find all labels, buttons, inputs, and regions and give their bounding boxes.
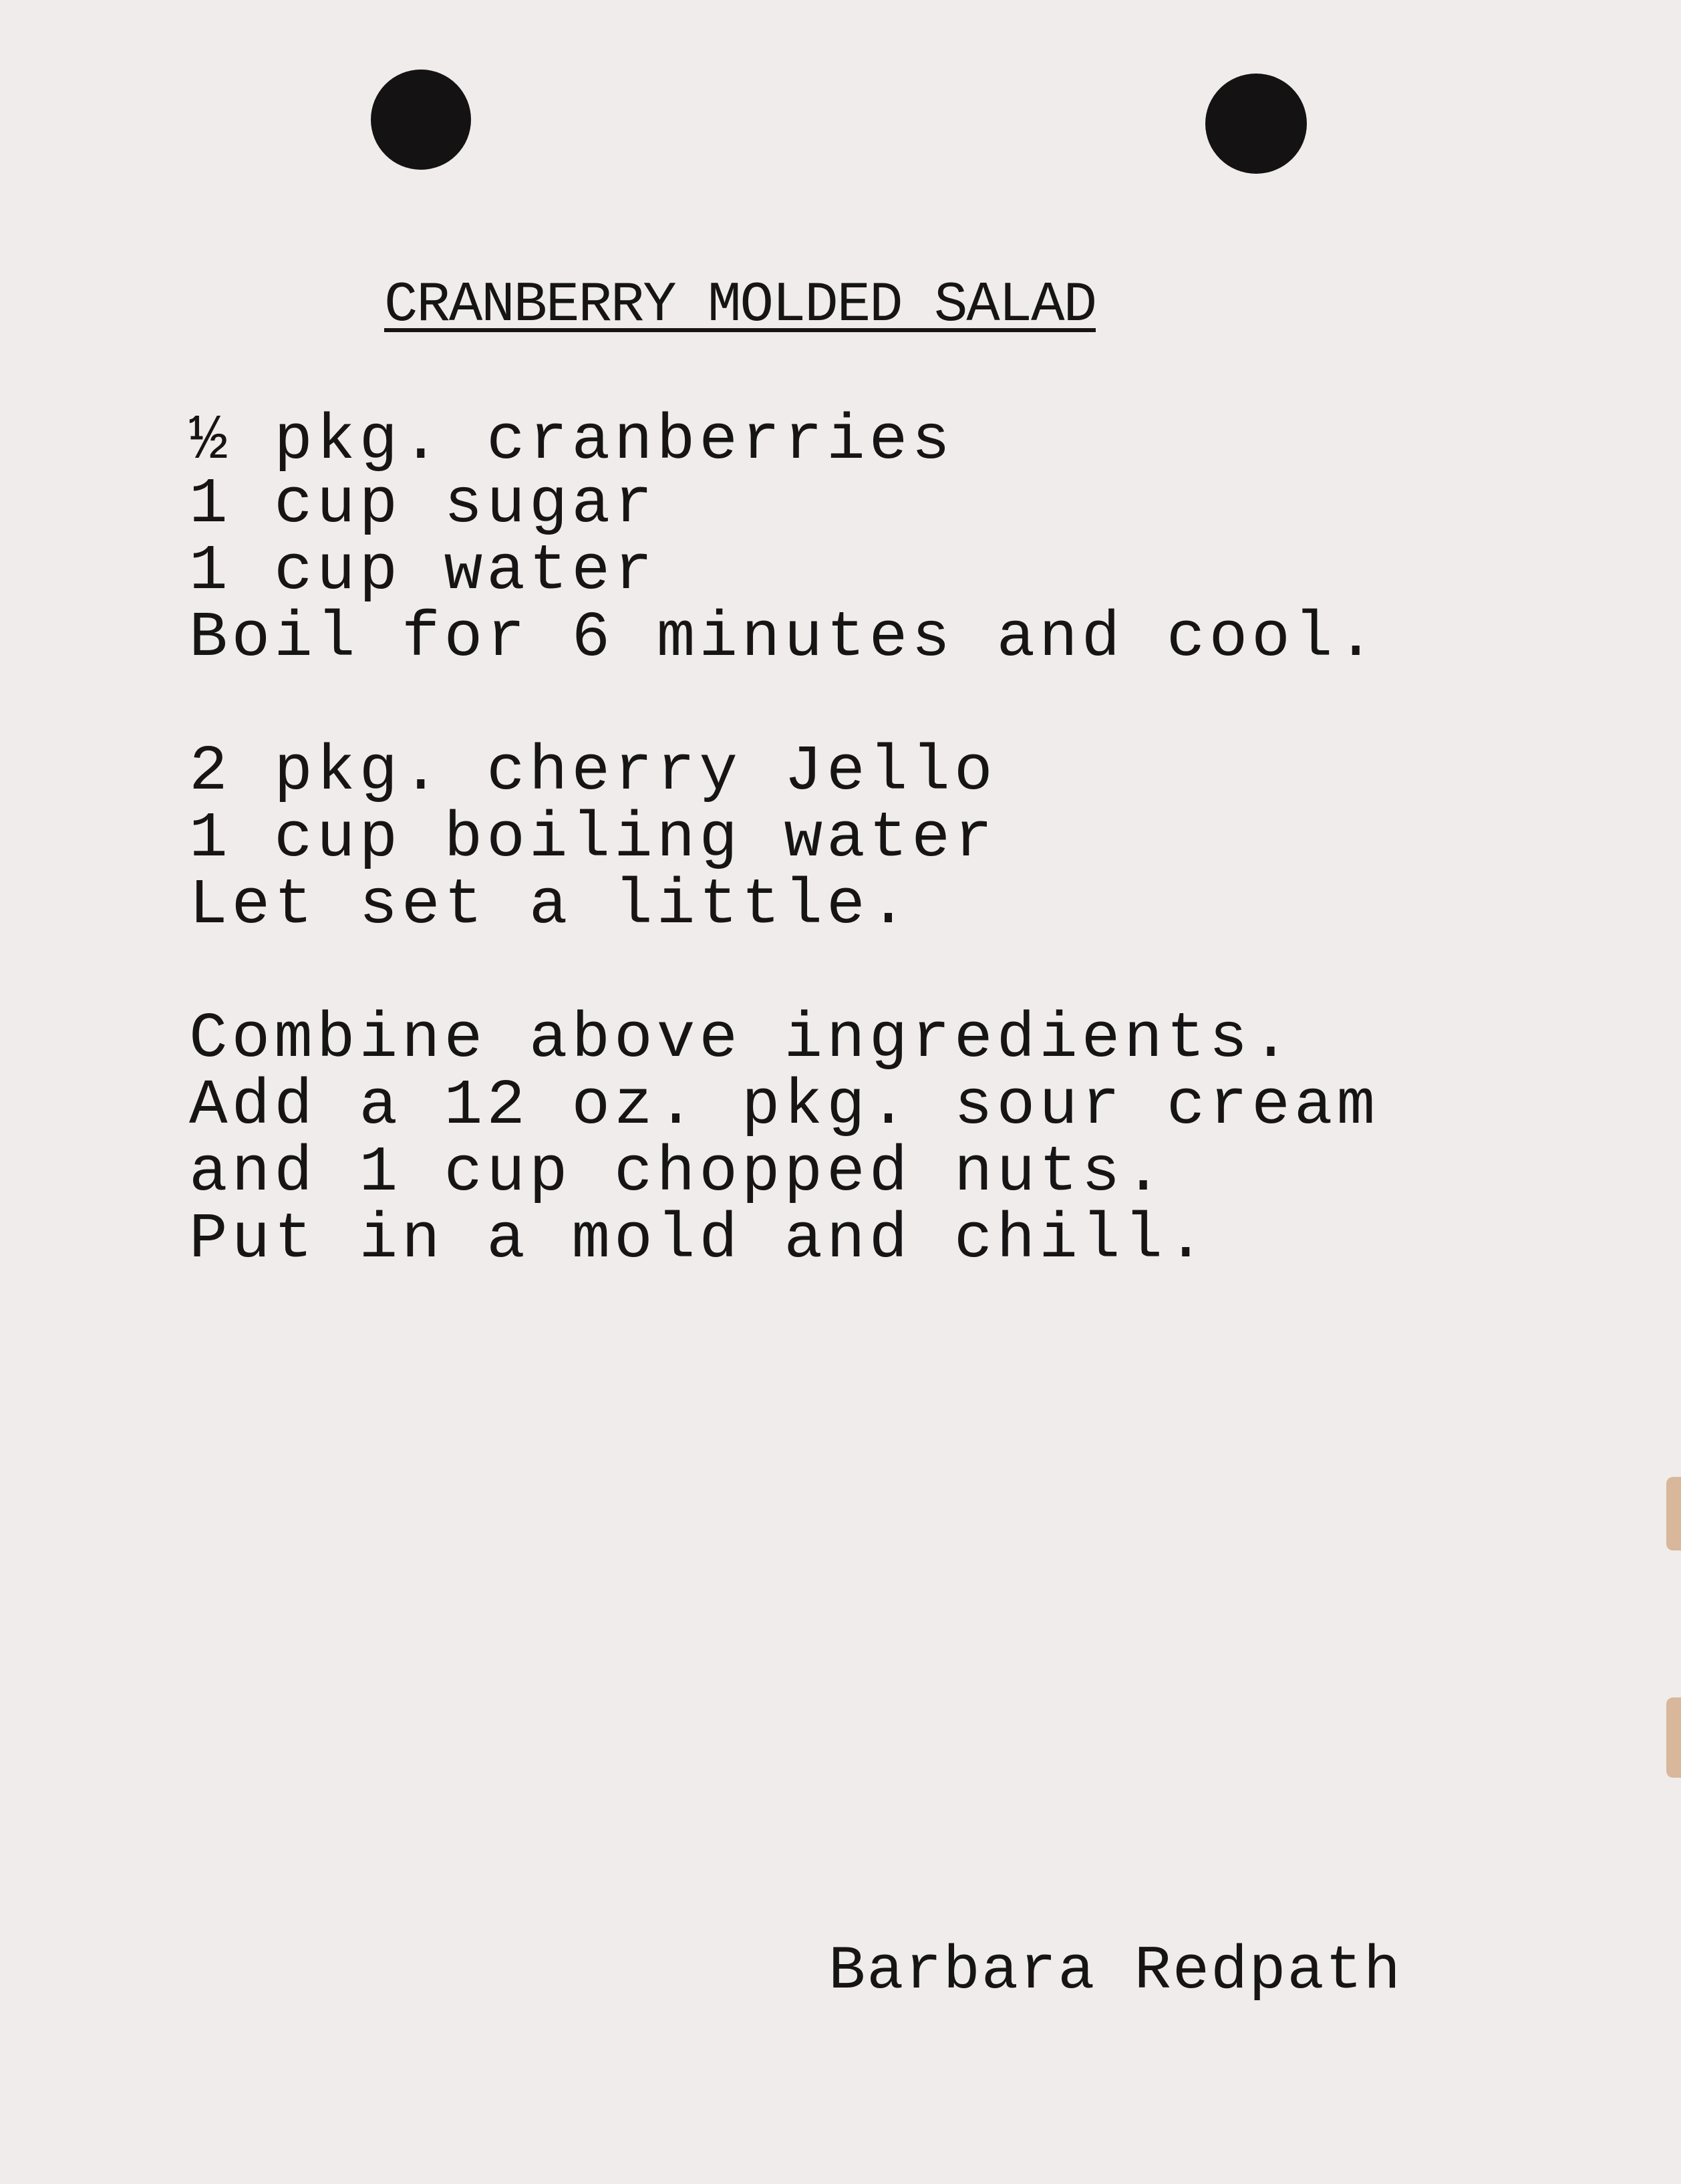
recipe-line: Add a 12 oz. pkg. sour cream xyxy=(189,1069,1380,1142)
recipe-line: ½ pkg. cranberries xyxy=(189,404,954,477)
recipe-line: 2 pkg. cherry Jello xyxy=(189,735,997,808)
recipe-line: Combine above ingredients. xyxy=(189,1002,1294,1075)
edge-stain xyxy=(1666,1697,1681,1778)
recipe-line: Boil for 6 minutes and cool. xyxy=(189,601,1380,674)
recipe-line: Put in a mold and chill. xyxy=(189,1203,1209,1276)
recipe-line: 1 cup sugar xyxy=(189,468,657,541)
edge-stain xyxy=(1666,1477,1681,1550)
recipe-title: CRANBERRY MOLDED SALAD xyxy=(384,274,1096,337)
recipe-line: 1 cup boiling water xyxy=(189,802,997,875)
author-signature: Barbara Redpath xyxy=(828,1936,1402,2006)
recipe-line: 1 cup water xyxy=(189,535,657,607)
punch-hole-left xyxy=(371,70,471,170)
punch-hole-right xyxy=(1205,74,1307,174)
recipe-line: Let set a little. xyxy=(189,869,912,942)
recipe-line: and 1 cup chopped nuts. xyxy=(189,1136,1167,1209)
